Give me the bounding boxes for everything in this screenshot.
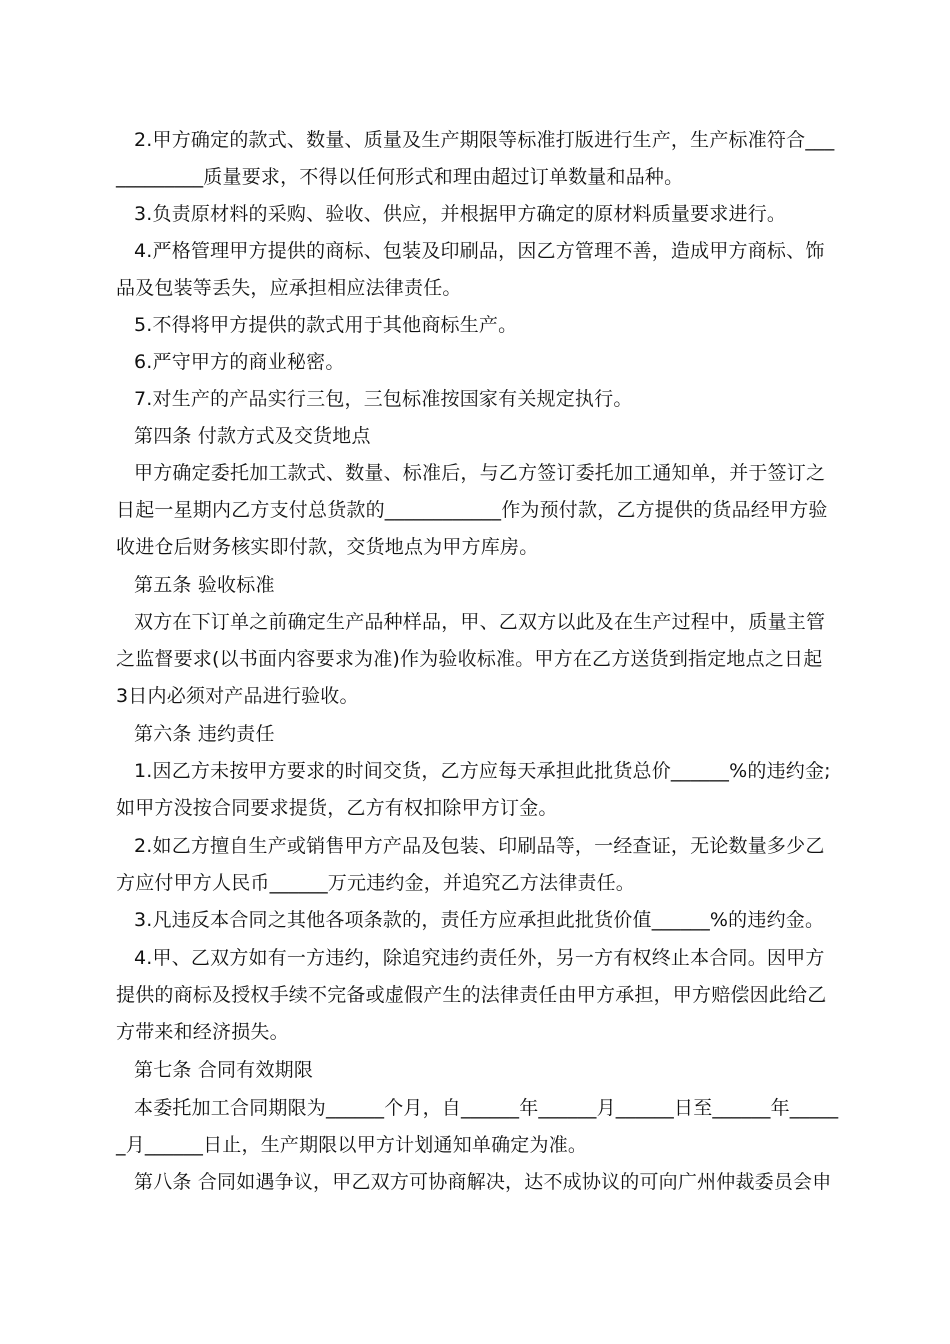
section-heading: 第八条 合同如遇争议，甲乙双方可协商解决，达不成协议的可向广州仲裁委员会申 xyxy=(134,1171,832,1193)
text-line: 本委托加工合同期限为______个月，自______年______月______日至______年_____ xyxy=(134,1097,839,1119)
section-heading: 第五条 验收标准 xyxy=(134,574,275,596)
text-line: 7.对生产的产品实行三包，三包标准按国家有关规定执行。 xyxy=(134,388,633,410)
clause-7-heading xyxy=(116,1052,838,1089)
text-line: 之监督要求(以书面内容要求为准)作为验收标准。甲方在乙方送货到指定地点之日起 xyxy=(116,648,823,670)
clause-5-body xyxy=(116,604,838,715)
text-line: 3日内必须对产品进行验收。 xyxy=(116,685,359,707)
clause-3-item-3 xyxy=(116,196,838,233)
text-line: _________质量要求，不得以任何形式和理由超过订单数量和品种。 xyxy=(116,166,684,188)
text-line: 3.凡违反本合同之其他各项条款的，责任方应承担此批货价值______%的违约金。 xyxy=(134,909,825,931)
clause-8 xyxy=(116,1164,838,1201)
section-heading: 第四条 付款方式及交货地点 xyxy=(134,425,371,447)
clause-3-item-5 xyxy=(116,307,838,344)
text-line: 方带来和经济损失。 xyxy=(116,1021,289,1043)
clause-6-item-3 xyxy=(116,902,838,939)
text-line: 收进仓后财务核实即付款，交货地点为甲方库房。 xyxy=(116,536,539,558)
clause-6-heading xyxy=(116,716,838,753)
text-line: 4.严格管理甲方提供的商标、包装及印刷品，因乙方管理不善，造成甲方商标、饰 xyxy=(134,240,825,262)
text-line: 5.不得将甲方提供的款式用于其他商标生产。 xyxy=(134,314,518,336)
text-line: 3.负责原材料的采购、验收、供应，并根据甲方确定的原材料质量要求进行。 xyxy=(134,203,787,225)
text-line: 2.甲方确定的款式、数量、质量及生产期限等标准打版进行生产，生产标准符合___ xyxy=(134,129,835,151)
text-line: _月______日止，生产期限以甲方计划通知单确定为准。 xyxy=(116,1134,588,1156)
clause-3-item-7 xyxy=(116,381,838,418)
text-line: 品及包装等丢失，应承担相应法律责任。 xyxy=(116,277,462,299)
text-line: 提供的商标及授权手续不完备或虚假产生的法律责任由甲方承担，甲方赔偿因此给乙 xyxy=(116,984,827,1006)
section-heading: 第六条 违约责任 xyxy=(134,723,275,745)
clause-3-item-6 xyxy=(116,344,838,381)
text-line: 1.因乙方未按甲方要求的时间交货，乙方应每天承担此批货总价______%的违约金; xyxy=(134,760,831,782)
text-line: 方应付甲方人民币______万元违约金，并追究乙方法律责任。 xyxy=(116,872,636,894)
clause-4-heading xyxy=(116,418,838,455)
clause-5-heading xyxy=(116,567,838,604)
clause-6-item-4 xyxy=(116,940,838,1051)
clause-3-item-4 xyxy=(116,233,838,307)
text-line: 4.甲、乙双方如有一方违约，除追究违约责任外，另一方有权终止本合同。因甲方 xyxy=(134,947,825,969)
text-line: 2.如乙方擅自生产或销售甲方产品及包装、印刷品等，一经查证，无论数量多少乙 xyxy=(134,835,825,857)
clause-3-item-2 xyxy=(116,122,838,196)
text-line: 日起一星期内乙方支付总货款的____________作为预付款，乙方提供的货品经甲方验 xyxy=(116,499,828,521)
text-line: 双方在下订单之前确定生产品种样品，甲、乙双方以此及在生产过程中，质量主管 xyxy=(134,611,826,633)
clause-7-body xyxy=(116,1090,838,1164)
text-line: 如甲方没按合同要求提货，乙方有权扣除甲方订金。 xyxy=(116,797,558,819)
clause-4-body xyxy=(116,455,838,566)
text-line: 6.严守甲方的商业秘密。 xyxy=(134,351,345,373)
clause-6-item-2 xyxy=(116,828,838,902)
clause-6-item-1 xyxy=(116,753,838,827)
text-line: 甲方确定委托加工款式、数量、标准后，与乙方签订委托加工通知单，并于签订之 xyxy=(134,462,826,484)
section-heading: 第七条 合同有效期限 xyxy=(134,1059,314,1081)
